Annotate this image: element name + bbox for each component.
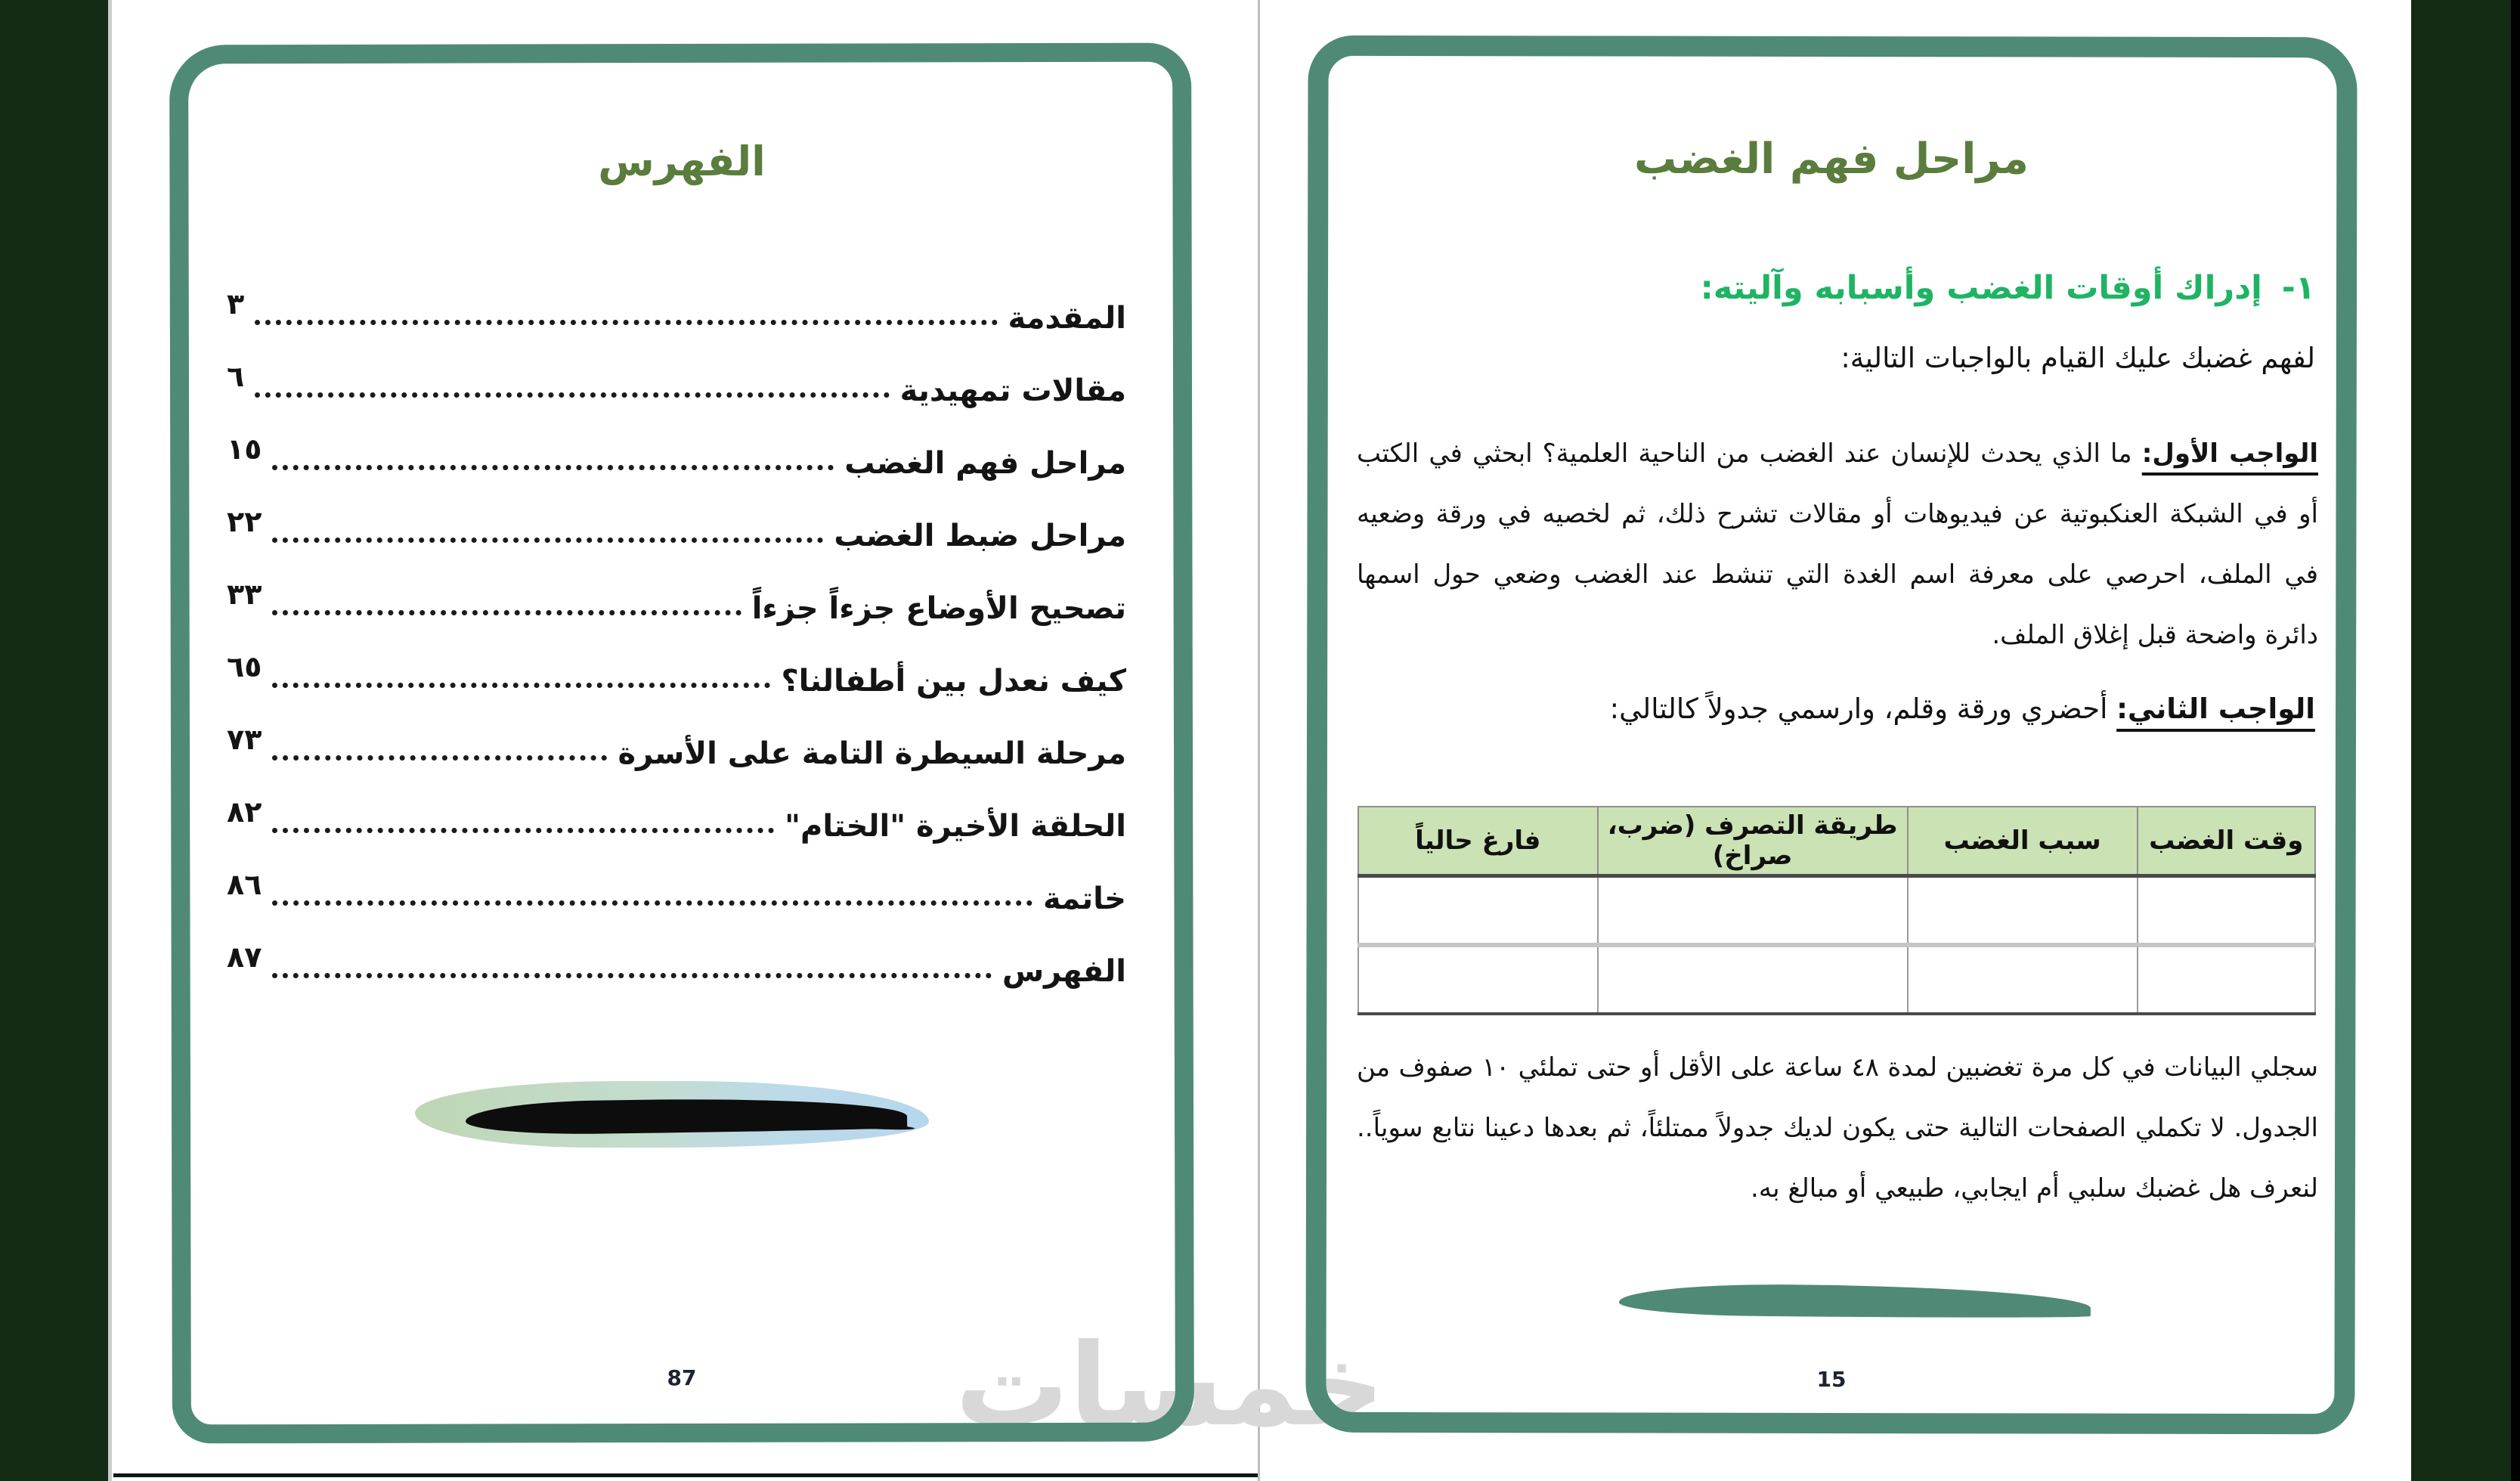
table-row	[1358, 945, 2315, 1014]
toc-entry	[227, 631, 1126, 703]
toc-entry-label: المقدمة	[1008, 301, 1126, 336]
toc-entry-page-number: ٧٣	[227, 723, 262, 756]
toc-dotted-leader	[272, 538, 823, 543]
toc-entry-page-number: ٨٢	[227, 795, 262, 829]
toc-entry-label: تصحيح الأوضاع جزءاً جزءاً	[751, 591, 1126, 626]
section-number: ١-	[2281, 269, 2315, 307]
right-dark-band	[2411, 0, 2520, 1481]
table-of-contents	[227, 268, 1126, 993]
toc-entry-label: الحلقة الأخيرة "الختام"	[785, 809, 1126, 844]
toc-dotted-leader	[272, 755, 607, 761]
toc-entry	[227, 776, 1126, 848]
toc-entry-page-number: ٨٦	[227, 868, 262, 901]
task2-paragraph	[1610, 692, 2315, 725]
toc-entry-label: مراحل فهم الغضب	[844, 446, 1126, 481]
right-page-number: 15	[1816, 1367, 1847, 1392]
task2-text: أحضري ورقة وقلم، وارسمي جدولاً كالتالي:	[1609, 692, 2117, 725]
toc-entry-page-number: ٨٧	[227, 940, 262, 974]
toc-entry-page-number: ٣	[227, 287, 245, 321]
toc-entry-label: كيف نعدل بين أطفالنا؟	[781, 664, 1126, 699]
anger-log-table	[1358, 806, 2316, 1015]
toc-entry-label: مقالات تمهيدية	[899, 373, 1126, 408]
toc-dotted-leader	[272, 465, 834, 470]
toc-entry	[227, 848, 1126, 921]
toc-entry-page-number: ٦	[227, 360, 245, 393]
toc-entry	[227, 413, 1126, 485]
task1-paragraph	[1357, 423, 2318, 665]
site-watermark: خمسات	[955, 1320, 1385, 1452]
toc-entry-page-number: ١٥	[227, 432, 262, 466]
toc-entry-page-number: ٦٥	[227, 650, 262, 683]
table-header-row	[1358, 807, 2315, 876]
left-dark-band	[0, 0, 108, 1481]
right-page-brush-frame	[1305, 36, 2357, 1434]
toc-dotted-leader	[272, 683, 770, 688]
center-page-divider	[1258, 0, 1260, 1481]
table-cell	[1598, 876, 1908, 946]
table-cell	[1908, 876, 2138, 946]
left-page-bottom-edge	[113, 1473, 1258, 1477]
table-cell	[1358, 945, 1598, 1014]
toc-entry-label: خاتمة	[1043, 881, 1126, 916]
toc-entry-page-number: ٣٣	[227, 578, 262, 611]
toc-title: الفهرس	[598, 138, 766, 185]
table-cell	[2138, 876, 2315, 946]
table-cell	[2138, 945, 2315, 1014]
toc-entry	[227, 921, 1126, 993]
table-header-cell: وقت الغضب	[2138, 807, 2315, 876]
toc-entry	[227, 558, 1126, 631]
toc-dotted-leader	[272, 900, 1032, 906]
task2-label: الواجب الثاني:	[2116, 692, 2315, 725]
section-heading	[1701, 269, 2315, 307]
toc-entry	[227, 268, 1126, 340]
toc-entry	[227, 485, 1126, 558]
toc-dotted-leader	[272, 973, 992, 978]
table-header-cell: فارغ حالياً	[1358, 807, 1598, 876]
task1-text: ما الذي يحدث للإنسان عند الغضب من الناحية العلمية؟ ابحثي في الكتب أو في الشبكة العنكبوتية عن فيديوهات أو مقالات تشرح ذلك، ثم لخصيه في ورقة وضعيه في الملف، احرصي على معرفة اسم الغدة التي تنشط عند الغضب وضعي حول اسمها دائرة واضحة قبل إغلاق الملف.	[1357, 438, 2318, 650]
toc-dotted-leader	[255, 320, 997, 325]
table-cell	[1358, 876, 1598, 946]
table-cell	[1598, 945, 1908, 1014]
toc-entry	[227, 703, 1126, 776]
right-edge-black-strip	[2511, 0, 2520, 1481]
toc-entry-label: مرحلة السيطرة التامة على الأسرة	[618, 736, 1126, 771]
chapter-title: مراحل فهم الغضب	[1634, 135, 2029, 184]
table-header-cell: سبب الغضب	[1908, 807, 2138, 876]
section-heading-text: إدراك أوقات الغضب وأسبابه وآليته:	[1700, 269, 2262, 307]
intro-line: لفهم غضبك عليك القيام بالواجبات التالية:	[1840, 342, 2315, 374]
left-page-number: 87	[667, 1365, 697, 1390]
toc-dotted-leader	[272, 610, 741, 615]
toc-entry-page-number: ٢٢	[227, 505, 262, 538]
toc-entry	[227, 340, 1126, 413]
toc-dotted-leader	[272, 828, 774, 833]
closing-paragraph: سجلي البيانات في كل مرة تغضبين لمدة ٤٨ ساعة على الأقل أو حتى تملئي ١٠ صفوف من الجدول. لا تكملي الصفحات التالية حتى يكون لديك جدولاً ممتلئاً، ثم بعدها دعينا نتابع سوياً.. لنعرف هل غضبك سلبي أم ايجابي، طبيعي أو مبالغ به.	[1357, 1052, 2318, 1204]
table-row	[1358, 876, 2315, 946]
toc-entry-label: الفهرس	[1001, 954, 1126, 989]
left-band-edge-line	[108, 0, 112, 1481]
table-header-cell: طريقة التصرف (ضرب، صراخ)	[1598, 807, 1908, 876]
task1-label: الواجب الأول:	[2141, 438, 2318, 469]
table-cell	[1908, 945, 2138, 1014]
toc-entry-label: مراحل ضبط الغضب	[834, 519, 1126, 553]
toc-dotted-leader	[255, 392, 889, 398]
